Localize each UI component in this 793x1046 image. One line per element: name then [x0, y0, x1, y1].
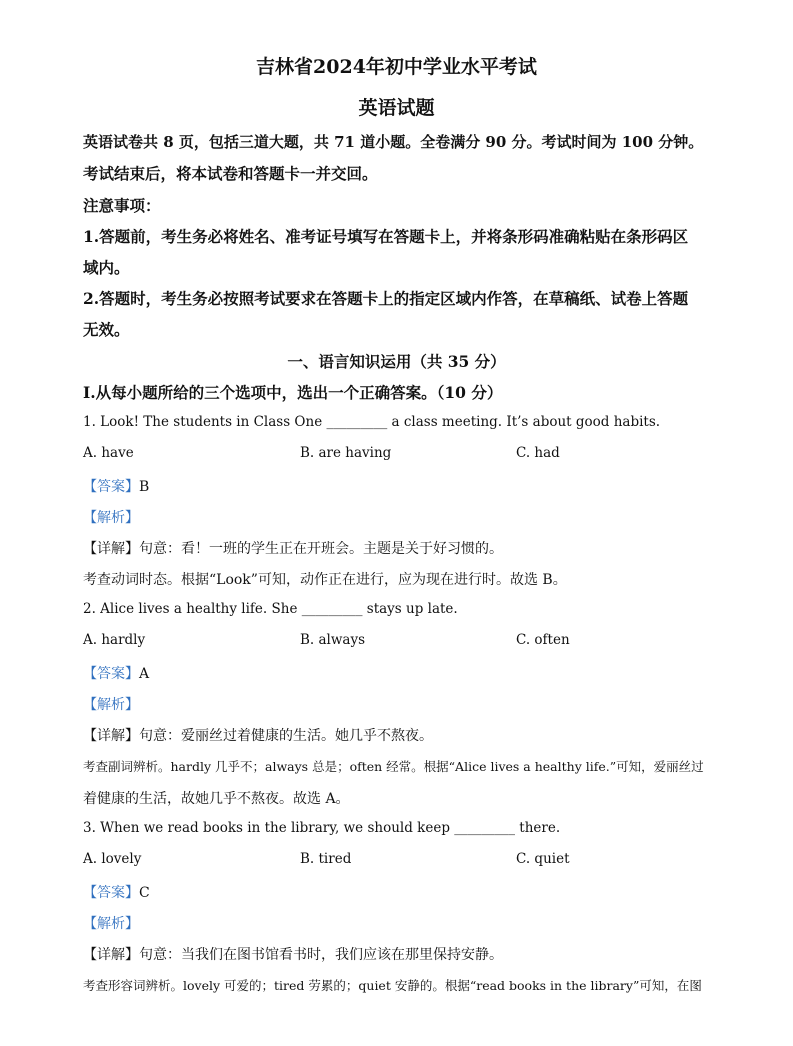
question-3-analysis-tag: 【解析】 [83, 916, 139, 932]
question-2-explain-2: 着健康的生活，故她几乎不熬夜。故选 A。 [83, 791, 350, 807]
question-2-option-b: B. always [300, 632, 366, 648]
notice-item-2b: 无效。 [83, 320, 130, 339]
detail-text: 句意：当我们在图书馆看书时，我们应该在那里保持安静。 [139, 947, 503, 963]
question-3-option-c: C. quiet [516, 851, 570, 867]
question-2-explain-1: 考查副词辨析。hardly 几乎不；always 总是；often 经常。根据“Alice lives a healthy life.”可知，爱丽丝过 [83, 759, 704, 774]
exam-title: 吉林省2024年初中学业水平考试 [256, 56, 537, 78]
question-3-detail [83, 944, 503, 964]
question-1-stem: 1. Look! The students in Class One _________ a class meeting. It’s about good habits. [83, 414, 661, 430]
question-3-option-a: A. lovely [83, 851, 142, 867]
answer-value: B [139, 479, 150, 495]
question-1-option-c: C. had [516, 445, 560, 461]
question-2-stem: 2. Alice lives a healthy life. She _________ stays up late. [83, 601, 458, 617]
question-1-explain: 考查动词时态。根据“Look”可知，动作正在进行，应为现在进行时。故选 B。 [83, 572, 567, 588]
question-1-answer [83, 476, 149, 496]
question-2-detail [83, 725, 433, 745]
detail-text: 句意：爱丽丝过着健康的生活。她几乎不熬夜。 [139, 728, 433, 744]
question-2-analysis-tag: 【解析】 [83, 697, 139, 713]
notice-item-1a: 1.答题前，考生务必将姓名、准考证号填写在答题卡上，并将条形码准确粘贴在条形码区 [83, 227, 689, 246]
intro-line-2: 考试结束后，将本试卷和答题卡一并交回。 [83, 164, 378, 183]
question-3-explain: 考查形容词辨析。lovely 可爱的；tired 劳累的；quiet 安静的。根据“read books in the library”可知，在图 [83, 978, 702, 993]
question-1-option-a: A. have [83, 445, 134, 461]
notice-heading: 注意事项： [83, 196, 161, 215]
question-3-option-b: B. tired [300, 851, 352, 867]
question-2-option-c: C. often [516, 632, 570, 648]
section-title: 一、语言知识运用（共 35 分） [287, 352, 506, 371]
question-3-answer [83, 882, 150, 902]
answer-value: C [139, 885, 150, 901]
question-1-option-b: B. are having [300, 445, 392, 461]
answer-value: A [139, 666, 150, 682]
answer-tag: 【答案】 [83, 479, 139, 495]
detail-tag: 【详解】 [83, 728, 139, 744]
notice-item-1b: 域内。 [83, 258, 130, 277]
detail-text: 句意：看！一班的学生正在开班会。主题是关于好习惯的。 [139, 541, 503, 557]
question-2-answer [83, 663, 149, 683]
part-instruction: Ⅰ.从每小题所给的三个选项中，选出一个正确答案。（10 分） [83, 383, 503, 402]
question-2-option-a: A. hardly [83, 632, 146, 648]
answer-tag: 【答案】 [83, 666, 139, 682]
intro-line-1: 英语试卷共 8 页，包括三道大题，共 71 道小题。全卷满分 90 分。考试时间为 100 分钟。 [83, 133, 704, 151]
detail-tag: 【详解】 [83, 541, 139, 557]
answer-tag: 【答案】 [83, 885, 139, 901]
exam-subtitle: 英语试题 [358, 97, 435, 119]
question-3-stem: 3. When we read books in the library, we should keep _________ there. [83, 820, 561, 836]
question-1-detail [83, 538, 503, 558]
notice-item-2a: 2.答题时，考生务必按照考试要求在答题卡上的指定区域内作答，在草稿纸、试卷上答题 [83, 289, 689, 308]
question-1-analysis-tag: 【解析】 [83, 510, 139, 526]
detail-tag: 【详解】 [83, 947, 139, 963]
